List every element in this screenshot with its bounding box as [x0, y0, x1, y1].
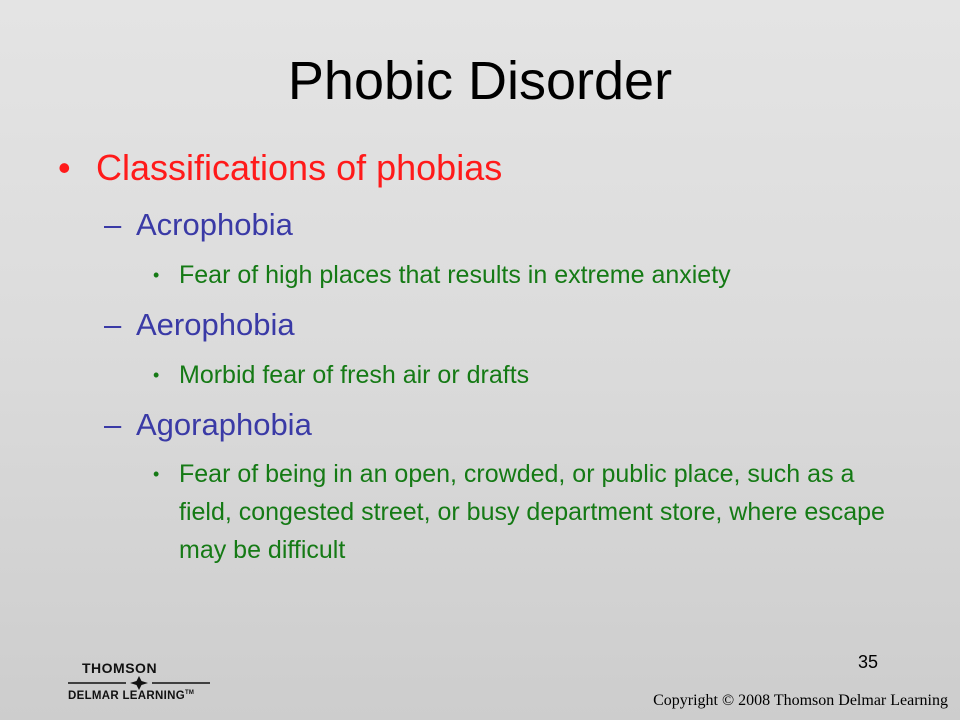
slide-title: Phobic Disorder: [287, 51, 673, 111]
star-icon: [68, 676, 210, 690]
dash-icon: –: [104, 407, 122, 442]
subitem-term: Aerophobia: [136, 307, 295, 342]
subitem-acrophobia: [104, 206, 293, 244]
definition-agoraphobia: [153, 455, 913, 569]
bullet-text: Classifications of phobias: [96, 147, 503, 188]
subitem-agoraphobia: [104, 406, 312, 444]
subitem-term: Agoraphobia: [136, 407, 312, 442]
logo-bottom-text: [68, 690, 194, 702]
logo-top-text: THOMSON: [82, 660, 158, 676]
definition-acrophobia: [153, 256, 913, 294]
bullet-icon: •: [58, 147, 71, 188]
bullet-icon: •: [153, 464, 160, 484]
definition-text: Morbid fear of fresh air or drafts: [179, 361, 530, 389]
bullet-icon: •: [153, 365, 160, 385]
dash-icon: –: [104, 207, 122, 242]
definition-text: Fear of high places that results in extreme anxiety: [179, 261, 731, 289]
slide-number: 35: [858, 652, 879, 672]
thomson-delmar-logo: [68, 660, 218, 710]
dash-icon: –: [104, 307, 122, 342]
trademark-mark: TM: [184, 690, 195, 696]
bullet-classifications: [58, 146, 502, 190]
subitem-aerophobia: [104, 306, 295, 344]
bullet-icon: •: [153, 265, 160, 285]
copyright-notice: Copyright © 2008 Thomson Delmar Learning: [653, 692, 948, 709]
subitem-term: Acrophobia: [136, 207, 293, 242]
definition-aerophobia: [153, 356, 913, 394]
logo-bottom-label: DELMAR LEARNING: [68, 690, 185, 702]
definition-text: Fear of being in an open, crowded, or public place, such as a field, congested street, or busy department store, where escape may be difficult: [179, 460, 885, 564]
